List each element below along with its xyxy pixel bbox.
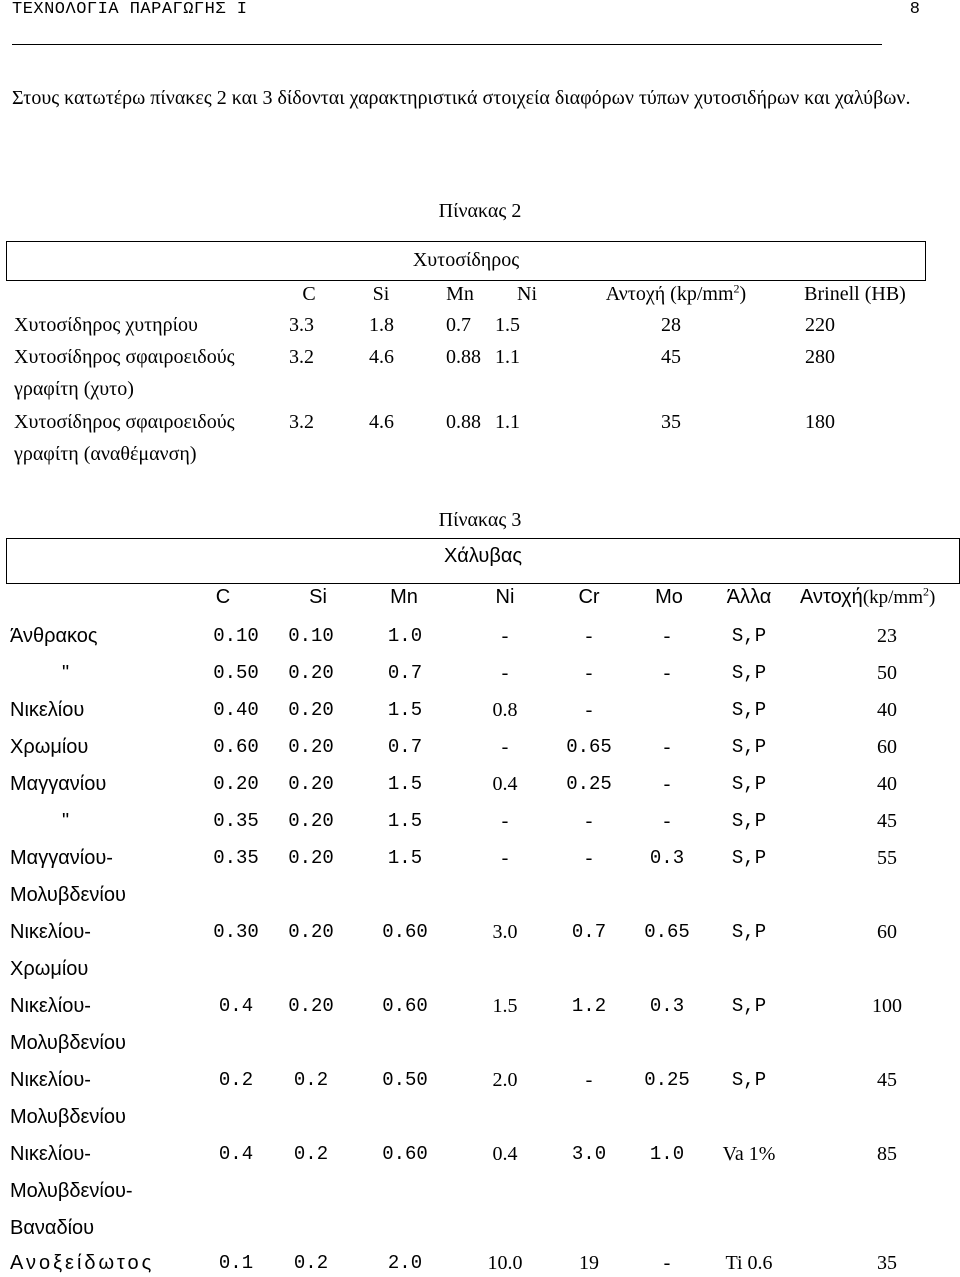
- table3-row-name: Βαναδίου: [10, 1217, 95, 1239]
- table3-cell: 19: [579, 1252, 599, 1274]
- table2-cell: 1.1: [495, 411, 520, 433]
- table3-cell: 1.5: [387, 847, 423, 869]
- table3-cell: -: [663, 736, 671, 758]
- table3-group-header: Χάλυβας: [6, 538, 960, 584]
- table2-cell: 1.8: [369, 314, 394, 336]
- table3-cell: 0.2: [293, 1069, 329, 1091]
- table3-cell: -: [585, 625, 593, 647]
- document-title: ΤΕΧΝΟΛΟΓΙΑ ΠΑΡΑΓΩΓΗΣ Ι: [12, 0, 248, 19]
- table3-cell: 85: [877, 1143, 897, 1165]
- table3-cell: S,P: [731, 921, 767, 943]
- table3-cell: 1.5: [387, 773, 423, 795]
- table2-row-name: Χυτοσίδηρος σφαιροειδούς: [14, 411, 235, 433]
- table3-cell: 0.10: [213, 625, 259, 647]
- table2-cell: 0.88: [446, 411, 481, 433]
- table3-cell: -: [585, 1069, 593, 1091]
- table3-cell: 3.0: [492, 921, 518, 943]
- table3-cell: 55: [877, 847, 897, 869]
- table3-cell: 0.35: [213, 810, 259, 832]
- table2-col-ni: Ni: [517, 283, 537, 305]
- table3-cell: 0.7: [387, 736, 423, 758]
- table3-cell: -: [501, 625, 509, 647]
- table3-cell: 1.5: [387, 810, 423, 832]
- table2-cell: 3.2: [289, 411, 314, 433]
- table3-cell: 0.50: [213, 662, 259, 684]
- table3-col-strength-part: (kp/mm: [862, 587, 923, 608]
- table3-cell: 0.50: [382, 1069, 428, 1091]
- table3-cell: 0.2: [293, 1252, 329, 1274]
- table3-row-name: Νικελίου-: [10, 921, 91, 943]
- table3-cell: -: [663, 773, 671, 795]
- table3-cell: S,P: [731, 995, 767, 1017]
- table3-cell: 1.5: [387, 699, 423, 721]
- table3-col-strength-part: Αντοχή: [800, 586, 863, 608]
- table2-cell: 4.6: [369, 346, 394, 368]
- table3-cell: 0.2: [218, 1069, 254, 1091]
- intro-paragraph: Στους κατωτέρω πίνακες 2 και 3 δίδονται χαρακτηριστικά στοιχεία διαφόρων τύπων χυτοσιδήρων και χαλύβων.: [12, 87, 911, 109]
- table3-row-name: Χρωμίου: [10, 736, 89, 758]
- table3-row-name: Μαγγανίου: [10, 773, 107, 795]
- table2-col-strength-part: 2: [733, 281, 740, 296]
- table2-cell: 35: [661, 411, 681, 433]
- table3-cell: -: [585, 847, 593, 869]
- table3-cell: Va 1%: [722, 1143, 776, 1165]
- table3-cell: 0.7: [571, 921, 607, 943]
- table3-cell: -: [663, 625, 671, 647]
- table3-cell: 2.0: [387, 1252, 423, 1274]
- table3-cell: S,P: [731, 810, 767, 832]
- table2-cell: 0.7: [446, 314, 471, 336]
- table3-cell: 2.0: [492, 1069, 518, 1091]
- table3-cell: Ti 0.6: [725, 1252, 773, 1274]
- table3-cell: -: [663, 810, 671, 832]
- table3-cell: S,P: [731, 625, 767, 647]
- table3-cell: -: [501, 810, 509, 832]
- table3-cell: 0.7: [387, 662, 423, 684]
- table3-cell: -: [501, 847, 509, 869]
- table3-cell: 3.0: [571, 1143, 607, 1165]
- table3-cell: S,P: [731, 699, 767, 721]
- table2-cell: 0.88: [446, 346, 481, 368]
- table3-cell: 0.20: [288, 662, 334, 684]
- table3-col-header: Mn: [390, 586, 418, 608]
- table2-cell: 45: [661, 346, 681, 368]
- table3-cell: S,P: [731, 773, 767, 795]
- table2-col-strength-part: ): [739, 283, 747, 305]
- table3-cell: 60: [877, 736, 897, 758]
- table3-row-name: Μαγγανίου-: [10, 847, 113, 869]
- table3-row-name: Χρωμίου: [10, 958, 89, 980]
- table3-col-strength: [800, 585, 935, 610]
- table3-cell: 50: [877, 662, 897, 684]
- table3-row-name: ": [62, 662, 70, 684]
- table3-cell: 0.60: [213, 736, 259, 758]
- page-number: 8: [909, 0, 920, 19]
- table3-cell: 0.4: [492, 1143, 518, 1165]
- table3-cell: 0.60: [382, 921, 428, 943]
- table2-col-strength-part: Αντοχή (kp/mm: [605, 283, 734, 305]
- table3-cell: 0.25: [566, 773, 612, 795]
- table3-cell: 0.65: [644, 921, 690, 943]
- page-header: [12, 0, 920, 24]
- table3-cell: -: [501, 662, 509, 684]
- table3-cell: -: [585, 662, 593, 684]
- table3-cell: 0.20: [213, 773, 259, 795]
- table3-cell: -: [663, 1252, 671, 1274]
- table2-cell: 1.5: [495, 314, 520, 336]
- table3-cell: 0.20: [288, 995, 334, 1017]
- table3-cell: 10.0: [487, 1252, 523, 1274]
- table3-cell: 0.20: [288, 736, 334, 758]
- table2-row-name: Χυτοσίδηρος σφαιροειδούς: [14, 346, 235, 368]
- table3-cell: 0.20: [288, 810, 334, 832]
- table3-col-header: Si: [309, 586, 327, 608]
- table3-col-strength-part: ): [928, 587, 936, 608]
- table2-row-name: Χυτοσίδηρος χυτηρίου: [14, 314, 198, 336]
- table3-cell: 0.4: [492, 773, 518, 795]
- table3-cell: 0.65: [566, 736, 612, 758]
- table3-row-name: Νικελίου-: [10, 1069, 91, 1091]
- table2-row-name: γραφίτη (χυτο): [14, 378, 134, 400]
- table3-cell: -: [585, 810, 593, 832]
- table3-cell: 23: [877, 625, 897, 647]
- table2-col-strength: [606, 282, 746, 306]
- table2-col-brinell: Brinell (HB): [804, 283, 906, 305]
- table2-cell: 3.3: [289, 314, 314, 336]
- table3-cell: 0.4: [218, 995, 254, 1017]
- header-rule: [12, 44, 882, 45]
- table3-row-name: Νικελίου-: [10, 1143, 91, 1165]
- table3-cell: 0.10: [288, 625, 334, 647]
- table3-col-header: Cr: [578, 586, 600, 608]
- table2-group-header: Χυτοσίδηρος: [6, 241, 926, 281]
- table3-row-name: Μολυβδενίου-: [10, 1180, 133, 1202]
- table3-row-name: Μολυβδενίου: [10, 884, 126, 906]
- table3-cell: 0.1: [218, 1252, 254, 1274]
- table3-cell: S,P: [731, 736, 767, 758]
- table2-row-name: γραφίτη (αναθέμανση): [14, 443, 197, 465]
- table3-cell: 45: [877, 1069, 897, 1091]
- table3-cell: 0.35: [213, 847, 259, 869]
- table3-cell: 1.0: [387, 625, 423, 647]
- table3-row-name: Νικελίου-: [10, 995, 91, 1017]
- table3-cell: 0.8: [492, 699, 518, 721]
- table3-cell: 0.40: [213, 699, 259, 721]
- table3-col-header: Άλλα: [726, 586, 772, 608]
- table3-cell: 0.4: [218, 1143, 254, 1165]
- table3-cell: 40: [877, 773, 897, 795]
- table3-row-name: Μολυβδενίου: [10, 1032, 126, 1054]
- table2-cell: 180: [805, 411, 835, 433]
- table3-cell: 1.2: [571, 995, 607, 1017]
- table3-row-name: ": [62, 810, 70, 832]
- table2-cell: 3.2: [289, 346, 314, 368]
- table3-cell: 0.2: [293, 1143, 329, 1165]
- table3-cell: -: [663, 662, 671, 684]
- table3-col-header: Ni: [495, 586, 515, 608]
- table3-cell: 35: [877, 1252, 897, 1274]
- table3-cell: 1.0: [649, 1143, 685, 1165]
- table3-cell: 0.20: [288, 773, 334, 795]
- table3-row-name: Άνθρακος: [10, 625, 98, 647]
- table3-cell: 0.60: [382, 1143, 428, 1165]
- table3-cell: 0.3: [649, 847, 685, 869]
- table3-cell: S,P: [731, 662, 767, 684]
- table3-cell: 1.5: [492, 995, 518, 1017]
- table3-col-header: C: [215, 586, 231, 608]
- table2-caption: Πίνακας 2: [438, 200, 522, 222]
- table3-cell: 0.20: [288, 847, 334, 869]
- table3-col-header: Mo: [655, 586, 683, 608]
- table3-row-name: Νικελίου: [10, 699, 85, 721]
- table3-cell: 0.20: [288, 699, 334, 721]
- table2-cell: 280: [805, 346, 835, 368]
- table2-cell: 4.6: [369, 411, 394, 433]
- table2-cell: 220: [805, 314, 835, 336]
- table3-cell: -: [585, 699, 593, 721]
- table3-cell: 60: [877, 921, 897, 943]
- table3-cell: 40: [877, 699, 897, 721]
- table3-cell: 0.60: [382, 995, 428, 1017]
- table2-col-c: C: [302, 283, 316, 305]
- table3-row-name: Μολυβδενίου: [10, 1106, 126, 1128]
- table2-cell: 28: [661, 314, 681, 336]
- table2-cell: 1.1: [495, 346, 520, 368]
- table3-caption: Πίνακας 3: [438, 509, 522, 531]
- table3-cell: S,P: [731, 1069, 767, 1091]
- table3-cell: 0.3: [649, 995, 685, 1017]
- table3-cell: S,P: [731, 847, 767, 869]
- table3-cell: 45: [877, 810, 897, 832]
- table3-cell: 100: [872, 995, 902, 1017]
- table2-col-si: Si: [372, 283, 390, 305]
- table3-cell: 0.25: [644, 1069, 690, 1091]
- table3-cell: 0.20: [288, 921, 334, 943]
- table3-cell: 0.30: [213, 921, 259, 943]
- table2-col-mn: Mn: [446, 283, 474, 305]
- table3-col-strength-part: 2: [922, 584, 929, 599]
- table3-cell: -: [501, 736, 509, 758]
- table3-row-name: Ανοξείδωτος: [10, 1252, 155, 1274]
